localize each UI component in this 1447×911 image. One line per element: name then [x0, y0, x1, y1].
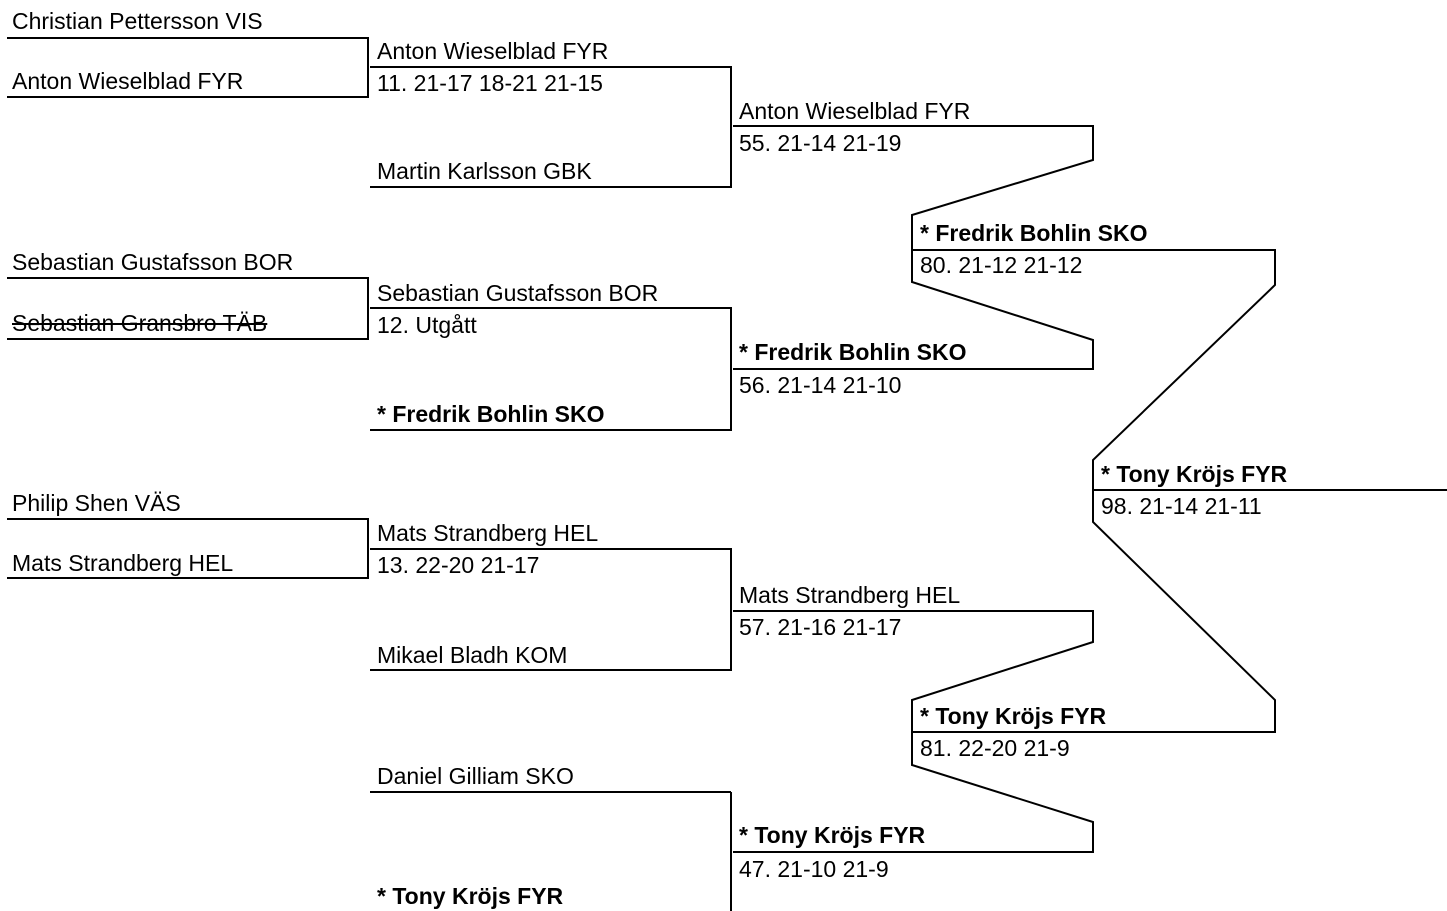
player-name: Christian Pettersson VIS [12, 8, 263, 34]
match-winner: Mats Strandberg HEL [377, 520, 599, 546]
player-name: Anton Wieselblad FYR [12, 68, 244, 94]
player-name: Mats Strandberg HEL [12, 550, 234, 576]
match-result: 47. 21-10 21-9 [739, 856, 889, 882]
match-winner: Anton Wieselblad FYR [377, 38, 609, 64]
match-winner: * Fredrik Bohlin SKO [920, 220, 1148, 246]
final-winner: * Tony Kröjs FYR [1101, 461, 1288, 487]
player-name-seeded: * Fredrik Bohlin SKO [377, 401, 605, 427]
player-name: Philip Shen VÄS [12, 490, 181, 516]
match-result: 12. Utgått [377, 312, 477, 338]
final-result: 98. 21-14 21-11 [1101, 493, 1262, 519]
match-winner: Anton Wieselblad FYR [739, 98, 971, 124]
match-result: 56. 21-14 21-10 [739, 372, 902, 398]
player-name-seeded: * Tony Kröjs FYR [377, 883, 564, 909]
match-winner: Sebastian Gustafsson BOR [377, 280, 659, 306]
match-result: 13. 22-20 21-17 [377, 552, 540, 578]
match-result: 55. 21-14 21-19 [739, 130, 902, 156]
player-name-withdrawn: Sebastian Gransbro TÄB [12, 310, 268, 336]
match-winner: * Fredrik Bohlin SKO [739, 339, 967, 365]
bracket-connector [733, 126, 1093, 369]
match-result: 11. 21-17 18-21 21-15 [377, 70, 603, 96]
match-winner: * Tony Kröjs FYR [920, 703, 1107, 729]
match-winner: * Tony Kröjs FYR [739, 822, 926, 848]
match-result: 57. 21-16 21-17 [739, 614, 902, 640]
match-result: 80. 21-12 21-12 [920, 252, 1083, 278]
player-name: Mikael Bladh KOM [377, 642, 568, 668]
match-result: 81. 22-20 21-9 [920, 735, 1070, 761]
match-winner: Mats Strandberg HEL [739, 582, 961, 608]
player-name: Sebastian Gustafsson BOR [12, 249, 294, 275]
player-name: Martin Karlsson GBK [377, 158, 592, 184]
player-name: Daniel Gilliam SKO [377, 763, 574, 789]
